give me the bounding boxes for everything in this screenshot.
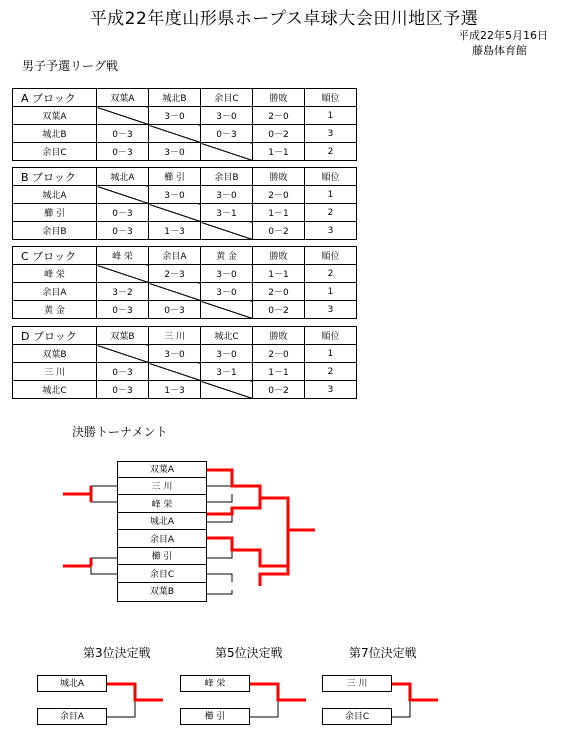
score-cell: 3－0 — [201, 107, 253, 125]
team-name: 櫛 引 — [13, 204, 97, 222]
bracket-slot: 余目A — [118, 532, 206, 548]
col-header: 勝敗 — [253, 247, 305, 265]
team-name: 双葉B — [13, 345, 97, 363]
page-title: 平成22年度山形県ホープス卓球大会田川地区予選 — [89, 9, 479, 29]
col-header: 城北B — [149, 89, 201, 107]
col-header: 櫛 引 — [149, 168, 201, 186]
score-cell: 3－0 — [149, 186, 201, 204]
record-cell: 2－0 — [253, 283, 305, 301]
col-header: 順位 — [305, 168, 357, 186]
score-cell: 0－3 — [97, 301, 149, 319]
rank-cell: 2 — [305, 265, 357, 283]
block-name: B ブロック — [13, 168, 97, 186]
team-name: 余目A — [13, 283, 97, 301]
score-cell: 1－3 — [149, 222, 201, 240]
col-header: 勝敗 — [253, 89, 305, 107]
score-cell: 3－0 — [201, 345, 253, 363]
tournament-bracket — [117, 461, 207, 602]
col-header: 勝敗 — [253, 327, 305, 345]
record-cell: 0－2 — [253, 125, 305, 143]
placement-team: 余目C — [322, 708, 392, 725]
placement-team: 峰 栄 — [180, 675, 250, 692]
score-cell: 3－0 — [201, 265, 253, 283]
col-header: 順位 — [305, 247, 357, 265]
score-cell: 3－0 — [201, 186, 253, 204]
team-name: 黄 金 — [13, 301, 97, 319]
score-cell: 0－3 — [97, 381, 149, 399]
bracket-slot: 三 川 — [118, 479, 206, 495]
rank-cell: 1 — [305, 345, 357, 363]
team-name: 余目C — [13, 143, 97, 161]
score-cell: 2－3 — [149, 265, 201, 283]
score-cell: 0－3 — [97, 363, 149, 381]
tournament-title: 決勝トーナメント — [72, 425, 168, 439]
rank-cell: 1 — [305, 186, 357, 204]
col-header: 勝敗 — [253, 168, 305, 186]
record-cell: 0－2 — [253, 222, 305, 240]
record-cell: 2－0 — [253, 345, 305, 363]
score-cell: 3－0 — [149, 143, 201, 161]
rank-cell: 1 — [305, 283, 357, 301]
team-name: 峰 栄 — [13, 265, 97, 283]
event-date: 平成22年5月16日 — [458, 29, 548, 42]
league-title: 男子予選リーグ戦 — [22, 59, 119, 73]
col-header: 順位 — [305, 327, 357, 345]
placement-team: 櫛 引 — [180, 708, 250, 725]
rank-cell: 1 — [305, 107, 357, 125]
score-cell: 0－3 — [97, 204, 149, 222]
score-cell: 3－0 — [149, 107, 201, 125]
record-cell: 1－1 — [253, 265, 305, 283]
bracket-slot: 双葉A — [118, 462, 206, 478]
team-name: 城北A — [13, 186, 97, 204]
score-cell: 0－3 — [149, 301, 201, 319]
placement-title-3rd: 第3位決定戦 — [83, 646, 151, 660]
col-header: 余目C — [201, 89, 253, 107]
bracket-slot: 余目C — [118, 567, 206, 583]
rank-cell: 2 — [305, 204, 357, 222]
col-header: 余目B — [201, 168, 253, 186]
bracket-slot: 城北A — [118, 514, 206, 530]
record-cell: 0－2 — [253, 301, 305, 319]
block-name: C ブロック — [13, 247, 97, 265]
col-header: 双葉B — [97, 327, 149, 345]
rank-cell: 3 — [305, 222, 357, 240]
bracket-slot: 櫛 引 — [118, 549, 206, 565]
score-cell: 3－1 — [201, 204, 253, 222]
score-cell: 3－0 — [201, 283, 253, 301]
record-cell: 0－2 — [253, 381, 305, 399]
rank-cell: 3 — [305, 125, 357, 143]
score-cell: 0－3 — [97, 222, 149, 240]
placement-team: 城北A — [37, 675, 107, 692]
team-name: 城北B — [13, 125, 97, 143]
col-header: 三 川 — [149, 327, 201, 345]
score-cell: 0－3 — [97, 125, 149, 143]
col-header: 黄 金 — [201, 247, 253, 265]
score-cell: 3－2 — [97, 283, 149, 301]
rank-cell: 2 — [305, 143, 357, 161]
placement-title-7th: 第7位決定戦 — [349, 646, 417, 660]
record-cell: 1－1 — [253, 143, 305, 161]
score-cell: 0－3 — [201, 125, 253, 143]
col-header: 城北C — [201, 327, 253, 345]
placement-team: 三 川 — [322, 675, 392, 692]
placement-team: 余目A — [37, 708, 107, 725]
record-cell: 1－1 — [253, 204, 305, 222]
rank-cell: 2 — [305, 363, 357, 381]
bracket-slot: 峰 栄 — [118, 497, 206, 513]
block-name: A ブロック — [13, 89, 97, 107]
col-header: 城北A — [97, 168, 149, 186]
score-cell: 3－0 — [149, 345, 201, 363]
col-header: 順位 — [305, 89, 357, 107]
rank-cell: 3 — [305, 381, 357, 399]
score-cell: 3－1 — [201, 363, 253, 381]
rank-cell: 3 — [305, 301, 357, 319]
col-header: 峰 栄 — [97, 247, 149, 265]
score-cell: 1－3 — [149, 381, 201, 399]
team-name: 双葉A — [13, 107, 97, 125]
score-cell: 0－3 — [97, 143, 149, 161]
record-cell: 2－0 — [253, 107, 305, 125]
col-header: 双葉A — [97, 89, 149, 107]
team-name: 余目B — [13, 222, 97, 240]
event-venue: 藤島体育館 — [472, 44, 527, 57]
col-header: 余目A — [149, 247, 201, 265]
block-name: D ブロック — [13, 327, 97, 345]
bracket-slot: 双葉B — [149, 587, 175, 597]
team-name: 城北C — [13, 381, 97, 399]
team-name: 三 川 — [13, 363, 97, 381]
record-cell: 1－1 — [253, 363, 305, 381]
placement-title-5th: 第5位決定戦 — [215, 646, 283, 660]
record-cell: 2－0 — [253, 186, 305, 204]
